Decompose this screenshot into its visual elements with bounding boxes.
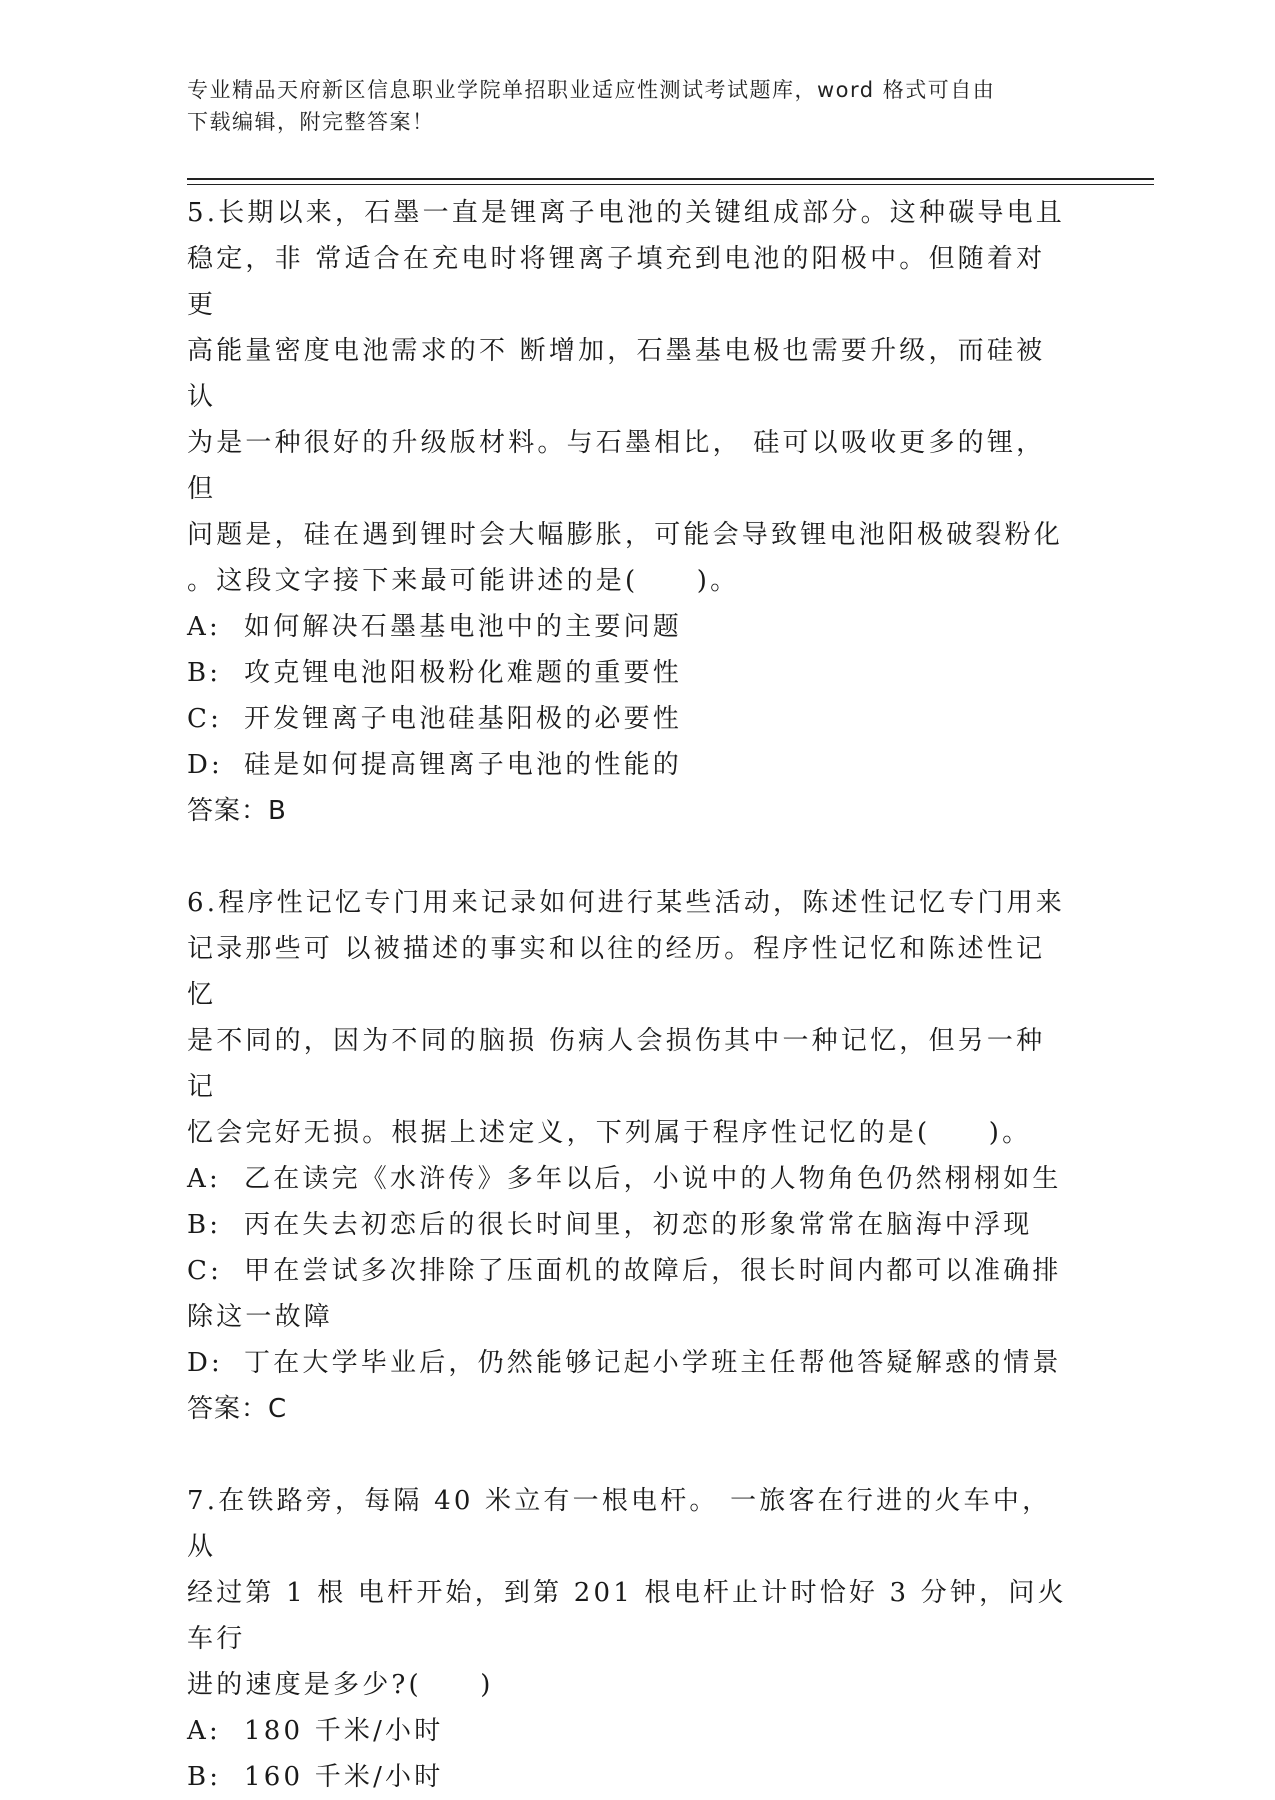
option-text: 如何解决石墨基电池中的主要问题 xyxy=(244,612,683,642)
question-stem-line: 7.在铁路旁，每隔 40 米立有一根电杆。 一旅客在行进的火车中，从 xyxy=(187,1486,1052,1562)
document-header xyxy=(187,74,1067,138)
option-text: 180 千米/小时 xyxy=(244,1716,444,1746)
option-a xyxy=(187,1156,1067,1202)
option-key: D: xyxy=(187,750,224,780)
question-7 xyxy=(187,1478,1067,1800)
question-stem-line: 经过第 1 根 电杆开始，到第 201 根电杆止计时恰好 3 分钟，问火车行 xyxy=(187,1578,1067,1654)
option-key: A: xyxy=(187,1164,221,1194)
option-key: B: xyxy=(187,658,222,688)
option-key: C: xyxy=(187,704,223,734)
question-stem-line: 问题是，硅在遇到锂时会大幅膨胀，可能会导致锂电池阳极破裂粉化 xyxy=(187,520,1064,550)
question-stem-line: 为是一种很好的升级版材料。与石墨相比， 硅可以吸收更多的锂，但 xyxy=(187,428,1046,504)
spacer xyxy=(187,1432,1067,1478)
question-stem-line: 记录那些可 以被描述的事实和以往的经历。程序性记忆和陈述性记忆 xyxy=(187,934,1046,1010)
question-stem-line: 忆会完好无损。根据上述定义，下列属于程序性记忆的是( )。 xyxy=(187,1118,1032,1148)
question-stem-line: 高能量密度电池需求的不 断增加，石墨基电极也需要升级，而硅被认 xyxy=(187,336,1046,412)
header-divider-thin xyxy=(187,184,1154,185)
option-key: B: xyxy=(187,1210,222,1240)
question-stem-line: 5.长期以来，石墨一直是锂离子电池的关键组成部分。这种碳导电且 xyxy=(187,198,1066,228)
option-b xyxy=(187,1754,1067,1800)
header-divider-thick xyxy=(187,178,1154,180)
option-text: 甲在尝试多次排除了压面机的故障后，很长时间内都可以准确排 xyxy=(244,1256,1062,1286)
option-text: 硅是如何提高锂离子电池的性能的 xyxy=(244,750,683,780)
option-d xyxy=(187,1340,1067,1386)
option-text: 攻克锂电池阳极粉化难题的重要性 xyxy=(244,658,683,688)
option-b xyxy=(187,1202,1067,1248)
option-text: 丙在失去初恋后的很长时间里，初恋的形象常常在脑海中浮现 xyxy=(244,1210,1033,1240)
option-c xyxy=(187,1248,1067,1294)
question-list xyxy=(187,190,1067,1800)
option-key: B: xyxy=(187,1762,222,1792)
option-b xyxy=(187,650,1067,696)
option-d xyxy=(187,742,1067,788)
answer-label: 答案：C xyxy=(187,1394,288,1424)
question-6 xyxy=(187,880,1067,1432)
option-a xyxy=(187,604,1067,650)
option-key: C: xyxy=(187,1256,223,1286)
header-line-2: 下载编辑，附完整答案！ xyxy=(187,110,435,134)
question-stem-line: 是不同的，因为不同的脑损 伤病人会损伤其中一种记忆，但另一种记 xyxy=(187,1026,1046,1102)
question-stem-line: 稳定，非 常适合在充电时将锂离子填充到电池的阳极中。但随着对更 xyxy=(187,244,1046,320)
question-stem-line: 进的速度是多少?( ) xyxy=(187,1670,494,1700)
option-key: D: xyxy=(187,1348,224,1378)
answer-label: 答案：B xyxy=(187,796,287,826)
question-stem-line: 。这段文字接下来最可能讲述的是( )。 xyxy=(187,566,740,596)
option-key: A: xyxy=(187,612,221,642)
question-5 xyxy=(187,190,1067,834)
header-line-1: 专业精品天府新区信息职业学院单招职业适应性测试考试题库，word 格式可自由 xyxy=(187,78,996,102)
option-text: 开发锂离子电池硅基阳极的必要性 xyxy=(244,704,683,734)
option-key: A: xyxy=(187,1716,221,1746)
option-text: 乙在读完《水浒传》多年以后，小说中的人物角色仍然栩栩如生 xyxy=(244,1164,1062,1194)
spacer xyxy=(187,834,1067,880)
option-text: 160 千米/小时 xyxy=(244,1762,444,1792)
question-stem-line: 6.程序性记忆专门用来记录如何进行某些活动，陈述性记忆专门用来 xyxy=(187,888,1066,918)
option-text: 丁在大学毕业后，仍然能够记起小学班主任帮他答疑解惑的情景 xyxy=(244,1348,1062,1378)
option-c xyxy=(187,696,1067,742)
option-c-continuation: 除这一故障 xyxy=(187,1302,334,1332)
option-a xyxy=(187,1708,1067,1754)
